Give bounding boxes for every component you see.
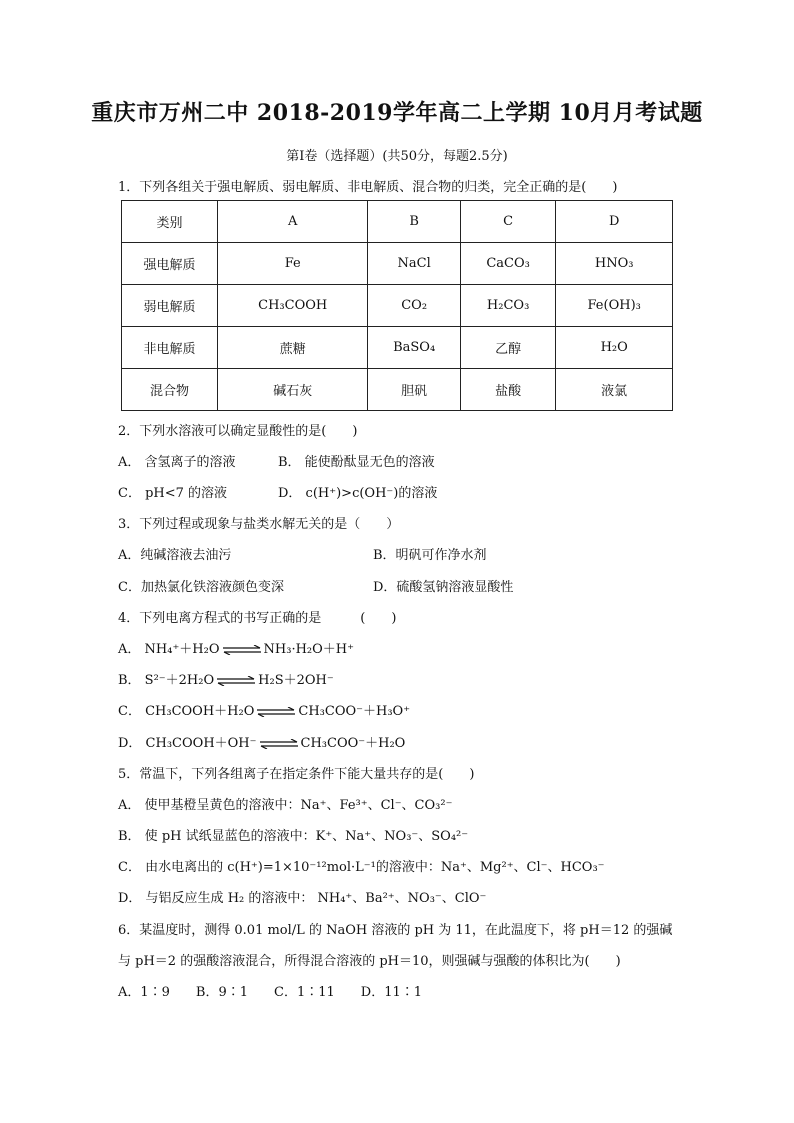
table-cell: 弱电解质 (122, 285, 218, 327)
equation-right: CH₃COO⁻＋H₂O (300, 736, 406, 751)
question-5-option-c: C． 由水电离出的 c(H⁺)=1×10⁻¹²mol·L⁻¹的溶液中：Na⁺、Mg²⁺、Cl⁻、HCO₃⁻ (118, 860, 605, 875)
question-6-options: A．1∶9 B．9∶1 C．1∶11 D．11∶1 (118, 985, 423, 1000)
question-3-option-d: D．硫酸氢钠溶液显酸性 (373, 580, 514, 595)
equation-right: H₂S＋2OH⁻ (258, 673, 334, 688)
question-3-option-c: C．加热氯化铁溶液颜色变深 (118, 580, 284, 595)
equation-left: B． S²⁻＋2H₂O (118, 673, 215, 688)
question-2-stem: 2．下列水溶液可以确定显酸性的是( ) (118, 424, 358, 439)
classification-table (121, 200, 673, 411)
question-4-stem: 4．下列电离方程式的书写正确的是 ( ) (118, 611, 397, 626)
question-4-option-d (118, 732, 405, 751)
table-cell: B (368, 201, 460, 243)
table-cell: CaCO₃ (460, 243, 556, 285)
table-cell: 蔗糖 (218, 327, 368, 369)
table-cell: 类别 (122, 201, 218, 243)
table-cell: 乙醇 (460, 327, 556, 369)
equation-left: D． CH₃COOH＋OH⁻ (118, 736, 257, 751)
page-title: 重庆市万州二中 2018-2019学年高二上学期 10月月考试题 (91, 100, 703, 126)
table-cell: C (460, 201, 556, 243)
table-cell: HNO₃ (556, 243, 673, 285)
question-5-stem: 5．常温下，下列各组离子在指定条件下能大量共存的是( ) (118, 767, 475, 782)
question-2-option-a: A． 含氢离子的溶液 (118, 455, 236, 470)
table-cell: 混合物 (122, 369, 218, 411)
table-cell: 胆矾 (368, 369, 460, 411)
table-cell: CO₂ (368, 285, 460, 327)
equilibrium-arrow-icon (216, 676, 256, 686)
table-cell: 非电解质 (122, 327, 218, 369)
question-5-option-b: B． 使 pH 试纸显蓝色的溶液中：K⁺、Na⁺、NO₃⁻、SO₄²⁻ (118, 829, 469, 844)
table-header-row (122, 201, 673, 243)
equation-left: A． NH₄⁺＋H₂O (118, 642, 220, 657)
equilibrium-arrow-icon (259, 739, 299, 749)
table-cell: 强电解质 (122, 243, 218, 285)
table-cell: Fe(OH)₃ (556, 285, 673, 327)
equation-right: NH₃·H₂O＋H⁺ (263, 642, 354, 657)
question-6-stem-line-1: 6．某温度时，测得 0.01 mol/L 的 NaOH 溶液的 pH 为 11，在此温度下，将 pH＝12 的强碱 (118, 923, 673, 938)
question-1-stem: 1．下列各组关于强电解质、弱电解质、非电解质、混合物的归类，完全正确的是( ) (118, 180, 618, 195)
question-2-option-d: D． c(H⁺)>c(OH⁻)的溶液 (278, 486, 438, 501)
table-cell: NaCl (368, 243, 460, 285)
table-cell: A (218, 201, 368, 243)
table-cell: H₂CO₃ (460, 285, 556, 327)
table-cell: CH₃COOH (218, 285, 368, 327)
table-cell: 碱石灰 (218, 369, 368, 411)
question-4-option-c (118, 700, 410, 719)
question-4-option-a (118, 638, 354, 657)
question-5-option-a: A． 使甲基橙呈黄色的溶液中：Na⁺、Fe³⁺、Cl⁻、CO₃²⁻ (118, 798, 453, 813)
question-3-option-b: B．明矾可作净水剂 (373, 548, 487, 563)
equilibrium-arrow-icon (222, 645, 262, 655)
table-row (122, 243, 673, 285)
table-row (122, 327, 673, 369)
section-heading: 第Ⅰ卷（选择题）(共50分，每题2.5分) (286, 149, 508, 164)
equation-right: CH₃COO⁻＋H₃O⁺ (298, 704, 411, 719)
equation-left: C． CH₃COOH＋H₂O (118, 704, 255, 719)
table-row (122, 369, 673, 411)
question-2-option-b: B． 能使酚酞显无色的溶液 (278, 455, 435, 470)
question-3-stem: 3．下列过程或现象与盐类水解无关的是（ ） (118, 517, 400, 532)
question-2-option-c: C． pH<7 的溶液 (118, 486, 228, 501)
table-cell: D (556, 201, 673, 243)
table-row (122, 285, 673, 327)
table-cell: 液氯 (556, 369, 673, 411)
question-6-stem-line-2: 与 pH＝2 的强酸溶液混合，所得混合溶液的 pH＝10，则强碱与强酸的体积比为( ) (118, 954, 621, 969)
question-5-option-d: D． 与铝反应生成 H₂ 的溶液中： NH₄⁺、Ba²⁺、NO₃⁻、ClO⁻ (118, 891, 487, 906)
question-3-option-a: A．纯碱溶液去油污 (118, 548, 232, 563)
table-cell: 盐酸 (460, 369, 556, 411)
equilibrium-arrow-icon (256, 707, 296, 717)
question-4-option-b (118, 669, 334, 688)
table-cell: H₂O (556, 327, 673, 369)
table-cell: Fe (218, 243, 368, 285)
table-cell: BaSO₄ (368, 327, 460, 369)
